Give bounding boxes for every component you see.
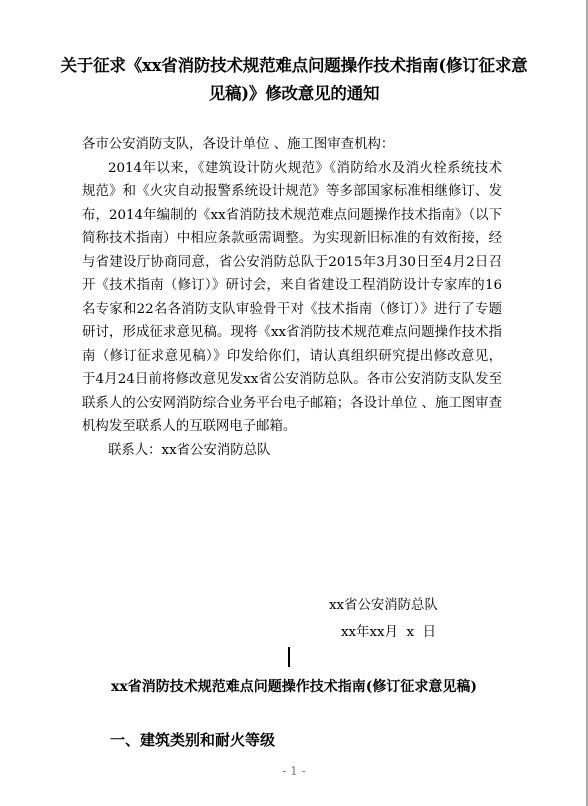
section-heading: 一、建筑类别和耐火等级 <box>110 731 276 749</box>
guide-title: xx省消防技术规范难点问题操作技术指南(修订征求意见稿) <box>111 679 477 695</box>
sign-date: xx年xx月 x 日 <box>341 625 436 640</box>
notice-body <box>82 133 502 462</box>
page-number: - 1 - <box>282 764 306 778</box>
body-paragraph: 2014年以来，《建筑设计防火规范》《消防给水及消火栓系统技术规范》和《火灾自动报警系统设计规范》等多部国家标准相继修订、发布，2014年编制的《xx省消防技术规范难点问题操作技术指南》（以下简称技术指南）中相应条款亟需调整。为实现新旧标准的有效衔接，经与省建设厅协商同意，省公安消防总队于2015年3月30日至4月2日召开《技术指南（修订）》研讨会，来自省建设工程消防设计专家库的16名专家和22名各消防支队审验骨干对《技术指南（修订）》进行了专题研讨，形成征求意见稿。现将《xx省消防技术规范难点问题操作技术指南（修订征求意见稿）》印发给你们，请认真组织研究提出修改意见，于4月24日前将修改意见发xx省公安消防总队。各市公安消防支队发至联系人的公安网消防综合业务平台电子邮箱；各设计单位 、施工图审查机构发至联系人的互联网电子邮箱。 <box>82 160 502 434</box>
text-cursor <box>288 647 290 667</box>
sign-organization: xx省公安消防总队 <box>329 598 438 613</box>
contact-line: 联系人：xx省公安消防总队 <box>108 442 271 458</box>
salutation: 各市公安消防支队，各设计单位 、施工图审查机构： <box>82 137 395 152</box>
notice-title: 关于征求《xx省消防技术规范难点问题操作技术指南(修订征求意见稿)》修改意见的通知 <box>60 56 528 103</box>
